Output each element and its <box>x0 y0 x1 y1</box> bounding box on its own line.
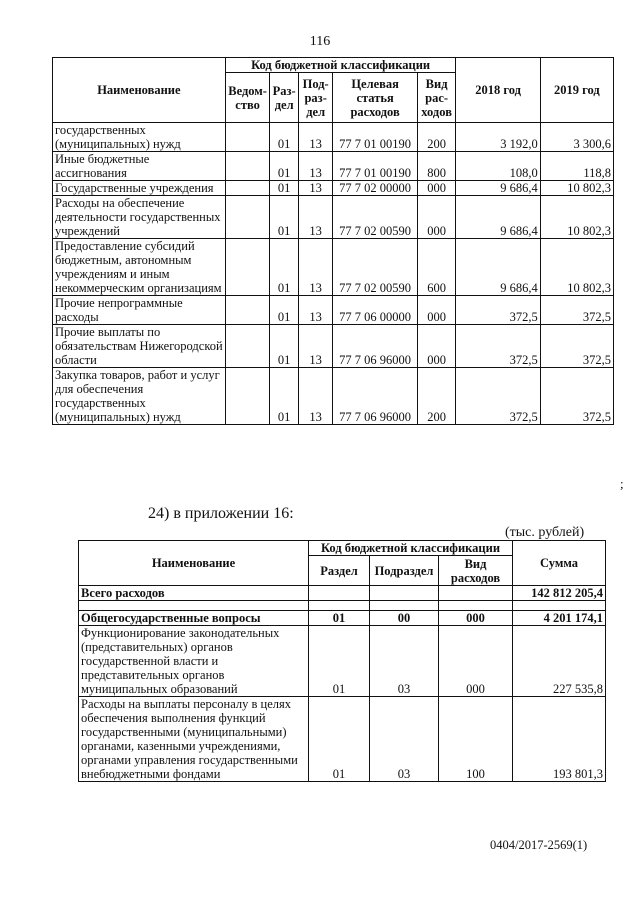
header-2018: 2018 год <box>456 58 540 123</box>
row-sum: 227 535,8 <box>513 626 606 697</box>
row-target: 77 7 02 00590 <box>333 196 417 239</box>
row-vid: 200 <box>417 368 456 425</box>
row-vid: 000 <box>439 626 513 697</box>
t2-header-name: Наименование <box>79 541 309 586</box>
row-vid: 000 <box>439 611 513 626</box>
table-row <box>79 611 606 626</box>
row-podrazdel: 13 <box>298 296 333 325</box>
row-2018: 372,5 <box>456 368 540 425</box>
row-razdel: 01 <box>270 296 298 325</box>
row-target: 77 7 06 96000 <box>333 325 417 368</box>
row-vid: 000 <box>417 181 456 196</box>
row-vid: 000 <box>417 325 456 368</box>
row-name: Прочие непрограммные расходы <box>53 296 226 325</box>
row-2019: 10 802,3 <box>540 181 613 196</box>
row-2019: 372,5 <box>540 296 613 325</box>
row-podrazdel: 13 <box>298 152 333 181</box>
row-vid: 000 <box>417 196 456 239</box>
row-name: Функционирование законодательных (представительных) органов государственной власти и представительных органов муниципальных образований <box>79 626 309 697</box>
row-razdel: 01 <box>270 152 298 181</box>
trailing-semicolon: ; <box>620 476 624 491</box>
section-heading: 24) в приложении 16: <box>148 505 294 522</box>
row-podrazdel: 13 <box>298 325 333 368</box>
row-target: 77 7 06 96000 <box>333 368 417 425</box>
table-row <box>53 123 614 152</box>
row-name: Закупка товаров, работ и услуг для обеспечения государственных (муниципальных) нужд <box>53 368 226 425</box>
row-vedomstvo <box>225 296 270 325</box>
row-razdel: 01 <box>270 368 298 425</box>
row-vedomstvo <box>225 239 270 296</box>
row-2018: 9 686,4 <box>456 239 540 296</box>
row-target: 77 7 02 00590 <box>333 239 417 296</box>
row-razdel: 01 <box>270 325 298 368</box>
row-name: Иные бюджетные ассигнования <box>53 152 226 181</box>
table-row <box>53 239 614 296</box>
row-sum: 4 201 174,1 <box>513 611 606 626</box>
row-vid: 100 <box>439 697 513 782</box>
row-vid: 000 <box>417 296 456 325</box>
table-row <box>53 325 614 368</box>
header-target: Целевая статья расходов <box>333 73 417 123</box>
row-podrazdel: 13 <box>298 239 333 296</box>
t2-header-sum: Сумма <box>513 541 606 586</box>
row-2018: 372,5 <box>456 325 540 368</box>
t2-header-code-group: Код бюджетной классификации <box>309 541 513 556</box>
header-2019: 2019 год <box>540 58 613 123</box>
row-razdel: 01 <box>270 239 298 296</box>
row-2019: 10 802,3 <box>540 239 613 296</box>
row-podrazdel: 13 <box>298 368 333 425</box>
budget-table-annex-16 <box>78 540 606 782</box>
t2-header-razdel: Раздел <box>309 556 370 586</box>
row-podrazdel: 13 <box>298 123 333 152</box>
row-name: Расходы на обеспечение деятельности государственных учреждений <box>53 196 226 239</box>
row-name: Государственные учреждения <box>53 181 226 196</box>
header-razdel: Раз-дел <box>270 73 298 123</box>
row-vid: 800 <box>417 152 456 181</box>
row-2018: 108,0 <box>456 152 540 181</box>
row-podrazdel: 13 <box>298 196 333 239</box>
row-name: Общегосударственные вопросы <box>79 611 309 626</box>
t2-header-podrazdel: Подраздел <box>370 556 439 586</box>
table-row <box>53 368 614 425</box>
row-razdel: 01 <box>270 123 298 152</box>
row-vedomstvo <box>225 196 270 239</box>
row-vedomstvo <box>225 152 270 181</box>
table-row <box>53 152 614 181</box>
row-razdel: 01 <box>270 181 298 196</box>
table-row <box>79 697 606 782</box>
row-vedomstvo <box>225 368 270 425</box>
row-2018: 3 192,0 <box>456 123 540 152</box>
row-2018: 9 686,4 <box>456 196 540 239</box>
row-name: государственных (муниципальных) нужд <box>53 123 226 152</box>
total-row <box>79 586 606 601</box>
table-row <box>53 181 614 196</box>
row-target: 77 7 02 00000 <box>333 181 417 196</box>
row-2018: 9 686,4 <box>456 181 540 196</box>
row-name: Предоставление субсидий бюджетным, автономным учреждениям и иным некоммерческим организациям <box>53 239 226 296</box>
row-razdel: 01 <box>309 611 370 626</box>
total-name: Всего расходов <box>79 586 309 601</box>
row-vedomstvo <box>225 123 270 152</box>
row-2019: 3 300,6 <box>540 123 613 152</box>
table-row <box>53 196 614 239</box>
row-2019: 372,5 <box>540 368 613 425</box>
row-vedomstvo <box>225 325 270 368</box>
row-vid: 600 <box>417 239 456 296</box>
row-razdel: 01 <box>309 626 370 697</box>
header-code-group: Код бюджетной классификации <box>225 58 456 73</box>
row-name: Прочие выплаты по обязательствам Нижегородской области <box>53 325 226 368</box>
table-row <box>79 626 606 697</box>
header-vedomstvo: Ведом-ство <box>225 73 270 123</box>
budget-table-2018-2019 <box>52 57 614 425</box>
row-podrazdel: 03 <box>370 697 439 782</box>
total-sum: 142 812 205,4 <box>513 586 606 601</box>
row-podrazdel: 03 <box>370 626 439 697</box>
row-sum: 193 801,3 <box>513 697 606 782</box>
page-number: 116 <box>309 34 331 49</box>
row-target: 77 7 01 00190 <box>333 123 417 152</box>
row-2019: 118,8 <box>540 152 613 181</box>
row-podrazdel: 13 <box>298 181 333 196</box>
row-podrazdel: 00 <box>370 611 439 626</box>
t2-header-vid: Вид расходов <box>439 556 513 586</box>
row-2019: 10 802,3 <box>540 196 613 239</box>
header-vid: Вид рас-ходов <box>417 73 456 123</box>
document-code: 0404/2017-2569(1) <box>490 838 588 852</box>
row-vid: 200 <box>417 123 456 152</box>
row-razdel: 01 <box>309 697 370 782</box>
unit-note: (тыс. рублей) <box>505 525 585 540</box>
table-row <box>53 296 614 325</box>
header-name: Наименование <box>53 58 226 123</box>
row-vedomstvo <box>225 181 270 196</box>
row-target: 77 7 01 00190 <box>333 152 417 181</box>
row-2019: 372,5 <box>540 325 613 368</box>
row-2018: 372,5 <box>456 296 540 325</box>
header-podrazdel: Под-раз-дел <box>298 73 333 123</box>
row-target: 77 7 06 00000 <box>333 296 417 325</box>
row-razdel: 01 <box>270 196 298 239</box>
row-name: Расходы на выплаты персоналу в целях обеспечения выполнения функций государственными (муниципальными) органами, казенными учреждениями, органами управления государственными внебюджетными фондами <box>79 697 309 782</box>
